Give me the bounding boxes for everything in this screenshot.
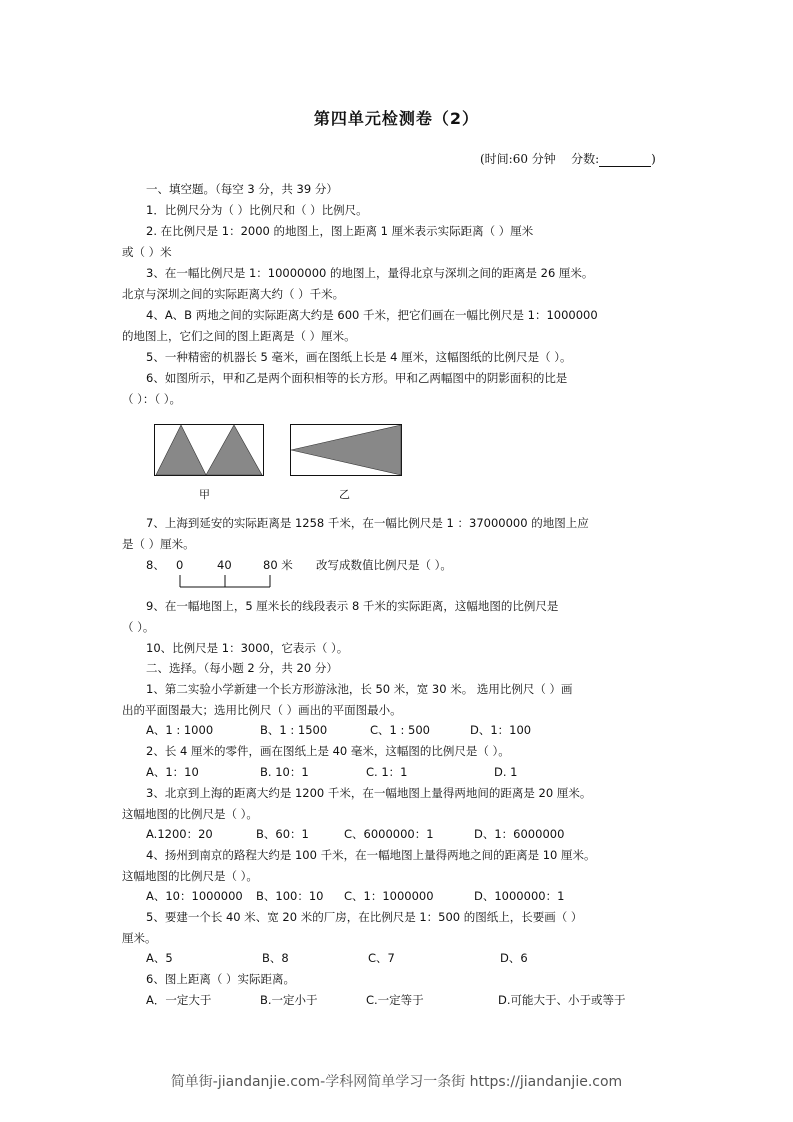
- s2-q2-opt-b: B. 10：1: [260, 765, 309, 779]
- s2-q4-opt-b: B、100：10: [256, 889, 324, 903]
- s1-q2-line1: 2. 在比例尺是 1：2000 的地图上，图上距离 1 厘米表示实际距离（ ）厘米: [146, 224, 534, 238]
- scale-label-40: 40: [217, 558, 232, 572]
- s2-q2-opt-d: D. 1: [494, 765, 518, 779]
- s2-q3-line1: 3、北京到上海的距离大约是 1200 千米，在一幅地图上量得两地间的距离是 20 厘米。: [146, 786, 592, 800]
- s2-q4-line1: 4、扬州到南京的路程大约是 100 千米，在一幅地图上量得两地之间的距离是 10 厘米。: [146, 848, 596, 862]
- s2-q5-line2: 厘米。: [122, 931, 157, 945]
- s2-q5-line1: 5、要建一个长 40 米、宽 20 米的厂房，在比例尺是 1：500 的图纸上，长要画（ ）: [146, 910, 583, 924]
- section2-heading: 二、选择。（每小题 2 分，共 20 分）: [146, 661, 338, 675]
- s1-q3-line2: 北京与深圳之间的实际距离大约（ ）千米。: [122, 287, 345, 301]
- s2-q3-opt-c: C、6000000：1: [344, 827, 434, 841]
- page-title: 第四单元检测卷（2）: [313, 109, 480, 128]
- s2-q2: 2、长 4 厘米的零件，画在图纸上是 40 毫米，这幅图的比例尺是（ ）。: [146, 744, 510, 758]
- s2-q6: 6、图上距离（ ）实际距离。: [146, 972, 295, 986]
- s2-q4-opt-c: C、1：1000000: [344, 889, 434, 903]
- s1-q6-line1: 6、如图所示，甲和乙是两个面积相等的长方形。甲和乙两幅图中的阴影面积的比是: [146, 371, 568, 385]
- s2-q6-opt-c: C.一定等于: [366, 993, 424, 1007]
- s1-q7-line2: 是（ ）厘米。: [122, 537, 195, 551]
- time-close: ): [651, 152, 656, 166]
- s2-q5-options: [146, 950, 677, 966]
- scale-label-80: 80 米: [263, 558, 293, 572]
- label-jia: 甲: [199, 488, 210, 501]
- time-text: (时间:60 分钟: [480, 152, 556, 166]
- label-yi: 乙: [339, 488, 350, 501]
- s2-q1-opt-c: C、1 : 500: [370, 723, 430, 737]
- figure-jia: [154, 424, 264, 476]
- s2-q1-opt-d: D、1：100: [470, 723, 532, 737]
- s2-q4-opt-d: D、1000000：1: [474, 889, 565, 903]
- s1-q9-line1: 9、在一幅地图上，5 厘米长的线段表示 8 千米的实际距离，这幅地图的比例尺是: [146, 599, 559, 613]
- footer-watermark: 简单街-jiandanjie.com-学科网简单学习一条街 https://jiandanjie.com: [170, 1074, 623, 1090]
- s2-q3-line2: 这幅地图的比例尺是（ ）。: [122, 807, 258, 821]
- s1-q9-line2: （ ）。: [122, 620, 155, 634]
- scale-label-0: 0: [176, 558, 184, 572]
- s2-q1-line1: 1、第二实验小学新建一个长方形游泳池，长 50 米，宽 30 米。 选用比例尺（ ）画: [146, 682, 573, 696]
- s2-q6-opt-d: D.可能大于、小于或等于: [498, 993, 626, 1007]
- s1-q5: 5、一种精密的机器长 5 毫米，画在图纸上长是 4 厘米，这幅图纸的比例尺是（ ）。: [146, 350, 572, 364]
- s2-q1-line2: 出的平面图最大；选用比例尺（ ）画出的平面图最小。: [122, 703, 402, 717]
- s2-q4-opt-a: A、10：1000000: [146, 889, 243, 903]
- s1-q4-line1: 4、A、B 两地之间的实际距离大约是 600 千米，把它们画在一幅比例尺是 1：1000000: [146, 308, 598, 322]
- score-blank[interactable]: [599, 154, 651, 167]
- s2-q4-line2: 这幅地图的比例尺是（ ）。: [122, 869, 258, 883]
- section1-heading: 一、填空题。（每空 3 分，共 39 分）: [146, 182, 338, 196]
- s1-q4-line2: 的地图上，它们之间的图上距离是（ ）厘米。: [122, 329, 356, 343]
- s1-q2-line2: 或（ ）米: [122, 245, 172, 259]
- s1-q1: 1．比例尺分为（ ）比例尺和（ ）比例尺。: [146, 203, 368, 217]
- s2-q3-options: [146, 826, 677, 842]
- s2-q5-opt-d: D、6: [500, 951, 528, 965]
- s2-q4-options: [146, 888, 677, 904]
- s2-q2-options: [146, 764, 677, 780]
- s1-q10: 10、比例尺是 1：3000，它表示（ ）。: [146, 641, 349, 655]
- s2-q3-opt-d: D、1：6000000: [474, 827, 565, 841]
- s2-q6-opt-b: B.一定小于: [260, 993, 318, 1007]
- s1-q3-line1: 3、在一幅比例尺是 1：10000000 的地图上，量得北京与深圳之间的距离是 26 厘米。: [146, 266, 594, 280]
- time-score-info: [480, 150, 656, 167]
- s1-q6-line2: （ ）：（ ）。: [122, 392, 182, 406]
- scale-bar: [178, 574, 272, 588]
- score-label: 分数:: [571, 152, 600, 166]
- s2-q1-opt-a: A、1 : 1000: [146, 723, 214, 737]
- s2-q1-options: [146, 722, 677, 738]
- s2-q3-opt-a: A.1200：20: [146, 827, 213, 841]
- s2-q2-opt-a: A、1：10: [146, 765, 199, 779]
- s2-q3-opt-b: B、60：1: [256, 827, 309, 841]
- s1-q8-text: 改写成数值比例尺是（ ）。: [316, 558, 452, 572]
- s2-q2-opt-c: C. 1：1: [366, 765, 408, 779]
- s2-q6-opt-a: A．一定大于: [146, 993, 212, 1007]
- s2-q5-opt-c: C、7: [368, 951, 395, 965]
- s2-q1-opt-b: B、1 : 1500: [260, 723, 328, 737]
- s1-q8-num: 8、: [146, 558, 165, 572]
- s1-q7-line1: 7、上海到延安的实际距离是 1258 千米，在一幅比例尺是 1 ：37000000 的地图上应: [146, 516, 589, 530]
- s2-q5-opt-b: B、8: [262, 951, 289, 965]
- figure-yi: [290, 424, 402, 476]
- s2-q5-opt-a: A、5: [146, 951, 173, 965]
- s2-q6-options: [146, 992, 677, 1008]
